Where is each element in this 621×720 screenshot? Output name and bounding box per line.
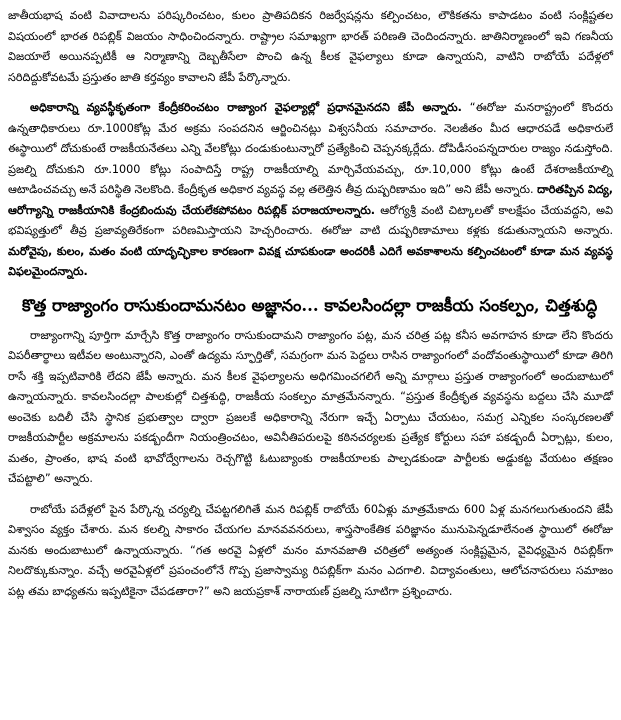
section-heading: కొత్త రాజ్యాంగం రాసుకుందామనటం అజ్ఞానం... కావలసిందల్లా రాజకీయ సంకల్పం, చిత్తశుద్ధి — [22, 295, 598, 315]
paragraph-2-quote: “ఈరోజు మనరాష్ట్రంలో కొందరు ఉన్నతాధికారులు రూ.1000కోట్ల మేర అక్రమ సంపదనిన ఆర్జించినట్లు విశ్వసనీయ సమాచారం. నెలజీతం మీద ఆధారపడే అధికారులే ఈస్థాయిలో దోచుకుంటే రాజకీయనేతలు ఎన్ని వేలకోట్లు దండుకుంటున్నారో ప్రత్యేకించి చెప్పనక్కర్లేదు. దోపిడీసంపన్నదారుల రాజ్యం నడుస్తోంది. ప్రజల్ని దోచుకుని రూ.1000 కోట్లు సంపాదిస్తే రాష్ట్ర రాజకీయాల్ని మార్చివేయవచ్చు, రూ.10,000 కోట్లు ఉంటే దేశరాజకీయాల్ని ఆటాడించవచ్చు అనే పరిస్థితి నెలకొంది. కేంద్రీకృత అధికార వ్యవస్థ వల్ల తలెత్తిన తీవ్ర దుష్పరిణామం ఇది” అని జేపీ అన్నారు. — [8, 101, 613, 196]
paragraph-2-tail: ఆరోగ్యశ్రీ వంటి చిట్కాలతో కాలక్షేపం చేయవద్దని, అవి భవిష్యత్తులో తీవ్ర ప్రజావ్యతిరేకంగా పరిణమిస్తాయని హెచ్చరించారు. ఈరోజు వాటి దుష్పరిణామాలు కళ్లకు కడుతున్నాయని అన్నారు. — [8, 203, 613, 237]
paragraph-4-text: రాబోయే పదేళ్లలో పైన పేర్కొన్న చర్యల్ని చేపట్టగలిగితే మన రిపబ్లిక్ రాబోయే 60ఏళ్లు మాత్రమేకాదు 600 ఏళ్ల మనగలుగుతుందని జేపీ విశ్వాసం వ్యక్తం చేశారు. మన కలల్ని సాకారం చేయగల మానవవనరులు, శాస్త్రసాంకేతిక పరిజ్ఞానం మునుపెన్నడూలేనంత స్థాయిలో ఈరోజు మనకు అందుబాటులో ఉన్నాయన్నారు. “గత అరవై ఏళ్లలో మనం మానవజాతి చరిత్రలో అత్యంత సంక్లిష్టమైన, వైవిధ్యమైన రిపబ్లిక్‌గా నిలదొక్కుకున్నాం. వచ్చే అరవైఏళ్లలో ప్రపంచంలోనే గొప్ప ప్రజాస్వామ్య రిపబ్లిక్‌గా మనం ఎదగాలి. విద్యావంతులు, ఆలోచనాపరులు సమాజం పట్ల తమ బాధ్యతను ఇప్పటికైనా చేపడతారా?” అని జయప్రకాశ్ నారాయణ్ ప్రజల్ని సూటిగా ప్రశ్నించారు. — [8, 502, 613, 598]
article-paragraph-2 — [8, 98, 613, 283]
article-paragraph-1 — [8, 6, 613, 88]
paragraph-2-bold-health-education: దారితప్పిన విద్య, ఆరోగ్యాన్ని రాజకీయానికి కేంద్రబిందువు చేయలేకపోవటం రిపబ్లిక్ పరాజయాలన్నారు. — [8, 183, 614, 217]
paragraph-2-bold-lead: అధికారాన్ని వ్యవస్థీకృతంగా కేంద్రీకరించటం రాజ్యాంగ వైఫల్యాల్లో ప్రధానమైనదని జేపీ అన్నారు. — [30, 101, 462, 114]
paragraph-2-bold-discrimination: మరోవైపు, కులం, మతం వంటి యాదృచ్ఛికాల కారణంగా వివక్ష చూపకుండా అందరికీ ఎదిగే అవకాశాలను కల్పించటంలో కూడా మన వ్యవస్థ విఫలమైందన్నారు. — [8, 244, 613, 278]
article-paragraph-3 — [8, 326, 613, 490]
paragraph-3-text: రాజ్యాంగాన్ని పూర్తిగా మార్చేసి కొత్త రాజ్యాంగం రాసుకుందామని రాజ్యాంగం పట్ల, మన చరిత్ర పట్ల కనీస అవగాహన కూడా లేని కొందరు విపరీతార్థాలు ఇటీవల అంటున్నారని, ఎంతో ఉద్యమ స్ఫూర్తితో, సమగ్రంగా మన పెద్దలు రాసిన రాజ్యాంగంలో వందోవంతుస్థాయిలో కూడా తిరిగి రాసే శక్తి ఇప్పటివారికి లేదని జేపీ అన్నారు. మన కీలక వైఫల్యాలను అధిగమించగలిగే అన్ని మార్గాలు ప్రస్తుత రాజ్యాంగంలో అందుబాటులో ఉన్నాయన్నారు. కావలసిందల్లా పాలకుల్లో చిత్తశుద్ధి, రాజకీయ సంకల్పం మాత్రమేనన్నారు. “ప్రస్తుత కేంద్రీకృత వ్యవస్థను బద్దలు చేసి మూడో అంచెకు బదిలీ చేసి స్థానిక ప్రభుత్వాల ద్వారా ప్రజలకే అధికారాన్ని నేరుగా ఇచ్చే ఏర్పాటు చేయటం, సమగ్ర ఎన్నికల సంస్కరణలతో రాజకీయపార్టీల అక్రమాలను పకడ్బందీగా నియంత్రించటం, అవినీతిపరులపై కఠినచర్యలకు ప్రత్యేక కోర్టులు సహా పకడ్బందీ ఏర్పాట్లు, కులం, మతం, ప్రాంతం, భాష వంటి భావోద్వేగాలను రెచ్చగొట్టి ఓటుబ్యాంకు రాజకీయాలకు పాల్పడకుండా పార్టీలకు అడ్డుకట్ట వేయటం తక్షణం చేపట్టాలి” అన్నారు. — [8, 328, 613, 485]
article-paragraph-4 — [8, 500, 613, 603]
paragraph-1-text: జాతీయభాష వంటి వివాదాలను పరిష్కరించటం, కులం ప్రాతిపదికన రిజర్వేషన్లను కల్పించటం, లౌకికతను కాపాడటం వంటి సంక్లిష్టతల విషయంలో భారత రిపబ్లిక్ విజయం సాధించిందన్నారు. రాష్ట్రాల సమాఖ్యగా భారత్ పరిణతి చెందిందన్నారు. జాతినిర్మాణంలో ఇవి గణనీయ విజయాలే అయినప్పటికీ ఆ నిర్మాణాన్ని దెబ్బతీసేలా పొంచి ఉన్న కీలక వైఫల్యాలు కూడా ఉన్నాయని, వాటిని రాబోయే పదేళ్లలో సరిదిద్దుకోవటమే ప్రస్తుతం జాతి కర్తవ్యం కావాలని జేపీ పేర్కొన్నారు. — [8, 9, 613, 84]
